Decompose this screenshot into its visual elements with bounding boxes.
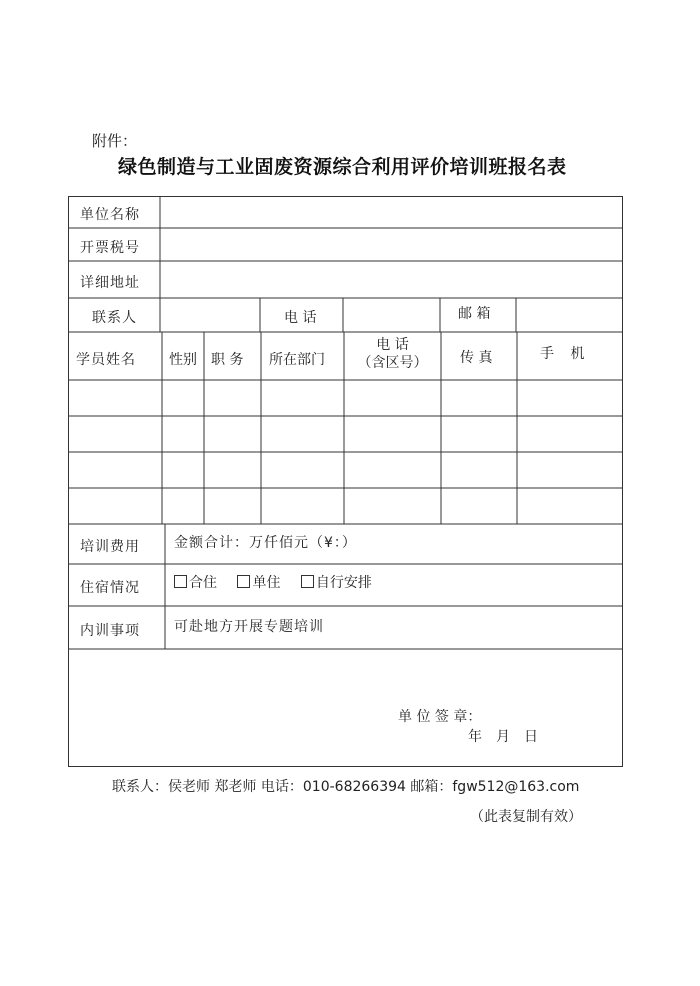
- address-field[interactable]: [164, 265, 618, 295]
- column-header-gender: 性别: [169, 352, 197, 368]
- column-header-name: 学员姓名: [76, 352, 136, 368]
- trainee-row-1[interactable]: [70, 382, 620, 414]
- date-label: 年 月 日: [468, 729, 538, 745]
- trainee-row-3[interactable]: [70, 454, 620, 486]
- checkbox-icon[interactable]: [237, 575, 250, 588]
- lodging-option-single[interactable]: 单住: [237, 575, 280, 591]
- contact-field[interactable]: [164, 301, 256, 329]
- column-header-phone-line1: 电 话: [376, 337, 409, 353]
- footer-note: （此表复制有效）: [470, 809, 582, 825]
- email-field[interactable]: [520, 301, 618, 329]
- phone-label: 电 话: [284, 310, 317, 326]
- email-label: 邮 箱: [458, 306, 491, 322]
- invoice-tax-field[interactable]: [164, 231, 618, 259]
- trainee-row-4[interactable]: [70, 490, 620, 522]
- phone-field[interactable]: [346, 301, 436, 329]
- footer-contact-info: 联系人：侯老师 郑老师 电话：010-68266394 邮箱：fgw512@163.com: [112, 779, 580, 795]
- form-title: 绿色制造与工业固废资源综合利用评价培训班报名表: [118, 156, 567, 178]
- column-header-mobile: 手 机: [540, 346, 591, 362]
- attachment-label: 附件：: [92, 132, 138, 150]
- unit-name-field[interactable]: [164, 198, 618, 226]
- column-header-position: 职 务: [211, 352, 244, 368]
- column-header-department: 所在部门: [269, 352, 325, 368]
- checkbox-icon[interactable]: [301, 575, 314, 588]
- lodging-options: [174, 572, 388, 592]
- column-header-phone: [344, 336, 441, 372]
- fee-label: 培训费用: [80, 539, 140, 555]
- unit-name-label: 单位名称: [80, 207, 140, 223]
- column-header-phone-line2: （含区号）: [357, 355, 428, 371]
- fee-value: 金额合计：万仟佰元（¥：）: [174, 535, 357, 551]
- inhouse-value: 可赴地方开展专题培训: [174, 619, 324, 635]
- lodging-option-shared[interactable]: 合住: [174, 575, 217, 591]
- registration-form-table: [68, 196, 624, 768]
- column-header-fax: 传 真: [460, 350, 493, 366]
- lodging-option-self[interactable]: 自行安排: [301, 575, 372, 591]
- invoice-tax-label: 开票税号: [80, 240, 140, 256]
- address-label: 详细地址: [80, 275, 140, 291]
- inhouse-label: 内训事项: [80, 623, 140, 639]
- trainee-row-2[interactable]: [70, 418, 620, 450]
- seal-label: 单 位 签 章：: [398, 709, 482, 725]
- contact-label: 联系人: [92, 310, 137, 326]
- checkbox-icon[interactable]: [174, 575, 187, 588]
- lodging-label: 住宿情况: [80, 580, 140, 596]
